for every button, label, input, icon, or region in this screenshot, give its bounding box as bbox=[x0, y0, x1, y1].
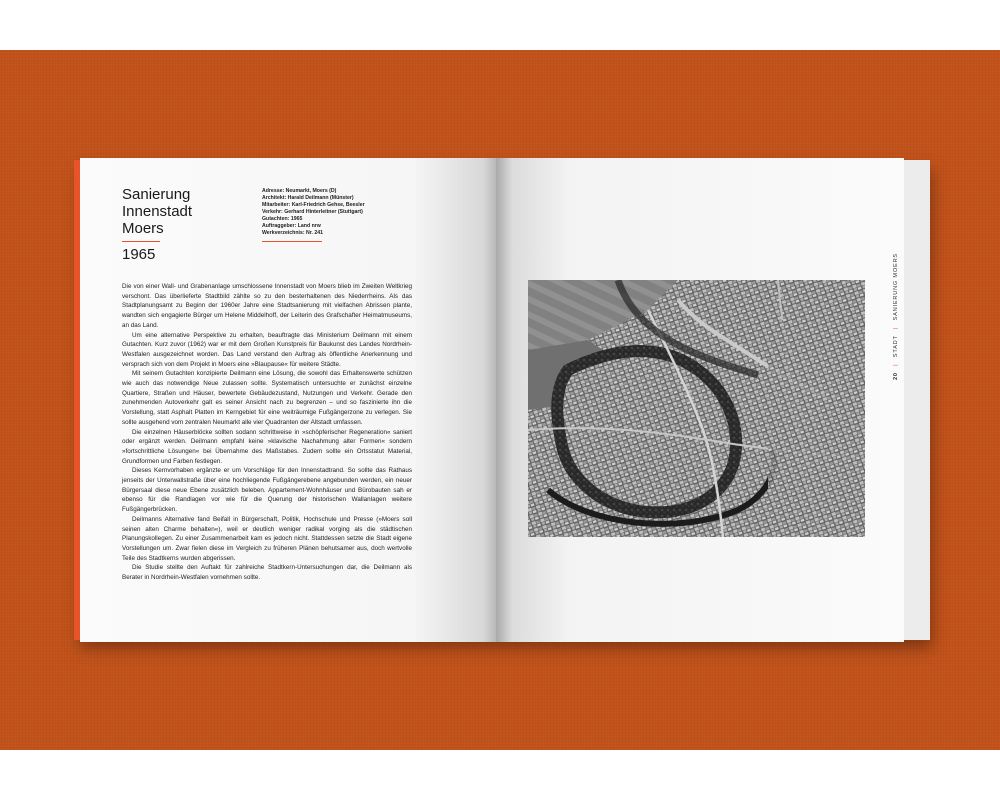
running-head-separator-2: | bbox=[893, 326, 899, 329]
aerial-photo-graphic bbox=[528, 280, 865, 537]
paragraph: Um eine alternative Perspektive zu erhalten, beauftragte das Ministerium Deilmann mit einem Gutachten. Kurz zuvor (1962) war er mit dem Großen Kunstpreis für Baukunst des Landes Nordrhein-Westfalen ausgezeichnet worden. Das Land verstand den Auftrag als öffentliche Anerkennung und versprach sich von dem Projekt in Moers eine »Blaupause« für weitere Städte. bbox=[122, 331, 412, 368]
paragraph: Dieses Kernvorhaben ergänzte er um Vorschläge für den Innenstadtrand. So sollte das Rathaus jenseits der Unterwallstraße über eine hochliegende Fußgängerebene angebunden werden, ein neuer Bürgersaal diese neue Ebene zusätzlich beleben. Appartement-Wohnhäuser und Bürobauten sah er ebenso für die Randlagen vor wie für die Querung der historischen Wallanlagen weitere Fußgängerbrücken. bbox=[122, 467, 412, 514]
meta-catalogue: Werkverzeichnis: Nr. 241 bbox=[262, 230, 324, 236]
meta-report: Gutachten: 1965 bbox=[262, 216, 303, 222]
meta-architect: Architekt: Harald Deilmann (Münster) bbox=[262, 195, 354, 201]
title-line-3: Moers bbox=[122, 220, 164, 237]
project-metadata bbox=[262, 188, 402, 237]
aerial-photo bbox=[528, 280, 865, 537]
meta-staff: Mitarbeiter: Karl-Friedrich Gehse, Beesler bbox=[262, 202, 365, 208]
running-head-text bbox=[893, 210, 899, 380]
paragraph: Mit seinem Gutachten konzipierte Deilmann eine Lösung, die sowohl das Erhaltenswerte schützen wie auch das notwendige Neue zulassen sollte. Systematisch untersuchte er zunächst einzelne Quartiere, Straßen und Häuser, bewertete Gebäudezustand, Nutzungen und Verkehr. Gerade den zunehmenden Autoverkehr galt es seiner Ansicht nach zu begrenzen – und so faszinierte ihn die Vorstellung, statt Asphalt Platten im Kerngebiet für eine weiträumige Fußgängerzone zu verlegen. Sie sollte ausgehend vom zentralen Neumarkt alle vier Quadranten der Altstadt umfassen. bbox=[122, 370, 412, 426]
running-head-subject: SANIERUNG MOERS bbox=[893, 253, 899, 321]
right-page bbox=[496, 158, 904, 642]
meta-client: Auftraggeber: Land nrw bbox=[262, 223, 321, 229]
right-page-edge bbox=[904, 160, 930, 640]
left-page bbox=[80, 158, 496, 642]
running-head-separator-1: | bbox=[893, 363, 899, 366]
paragraph: Deilmanns Alternative fand Beifall in Bürgerschaft, Politik, Hochschule und Presse (»Moers soll seinen alten Charme behalten«), weil er deutlich weniger radikal vorging als die städtischen Planungskollegen. Zu einer Zusammenarbeit kam es jedoch nicht. Stattdessen setzte die Stadt eigene Vorstellungen um. Zwar fielen diese im Vergleich zu früheren Plänen behutsamer aus, doch wertvolle Teile des Stadtkerns wurden abgerissen. bbox=[122, 515, 412, 562]
running-head bbox=[881, 210, 899, 380]
paragraph: Die von einer Wall- und Grabenanlage umschlossene Innenstadt von Moers blieb im Zweiten Weltkrieg verschont. Das überlieferte Stadtbild zählte so zu den besterhaltenen des Niederrheins. Als das Stadtplanungsamt zu Beginn der 1960er Jahre eine Stadtsanierung mit vielfachen Abrissen plante, wandten sich engagierte Bürger um Helene Middelhoff, der Leiterin des Grafschafter Heimatmuseums, an das Land. bbox=[122, 283, 412, 329]
body-text bbox=[122, 282, 412, 583]
title-underline bbox=[122, 241, 160, 242]
page-number: 20 bbox=[893, 372, 899, 380]
paragraph: Die einzelnen Häuserblöcke sollten sodann schrittweise in »schöpferischer Regeneration« saniert oder ergänzt werden. Deilmann empfahl keine »klavische Nachahmung alter Formen« sondern »fortschrittliche Lösungen« bei Übernahme des Maßstabes. Zudem sollte ein Ortsstatut Material, Grundformen und Farben festlegen. bbox=[122, 428, 412, 465]
meta-traffic: Verkehr: Gerhard Hinterleitner (Stuttgart) bbox=[262, 209, 363, 215]
project-year: 1965 bbox=[122, 246, 156, 263]
title-line-1: Sanierung bbox=[122, 186, 191, 203]
paragraph: Die Studie stellte den Auftakt für zahlreiche Stadtkern-Untersuchungen dar, die Deilmann als Berater in Nordrhein-Westfalen vornehmen sollte. bbox=[122, 564, 412, 582]
meta-underline bbox=[262, 241, 322, 242]
page-title bbox=[122, 186, 232, 237]
title-line-2: Innenstadt bbox=[122, 203, 193, 220]
open-book bbox=[74, 158, 930, 642]
meta-address: Adresse: Neumarkt, Moers (D) bbox=[262, 188, 337, 194]
running-head-section: STADT bbox=[893, 335, 899, 358]
